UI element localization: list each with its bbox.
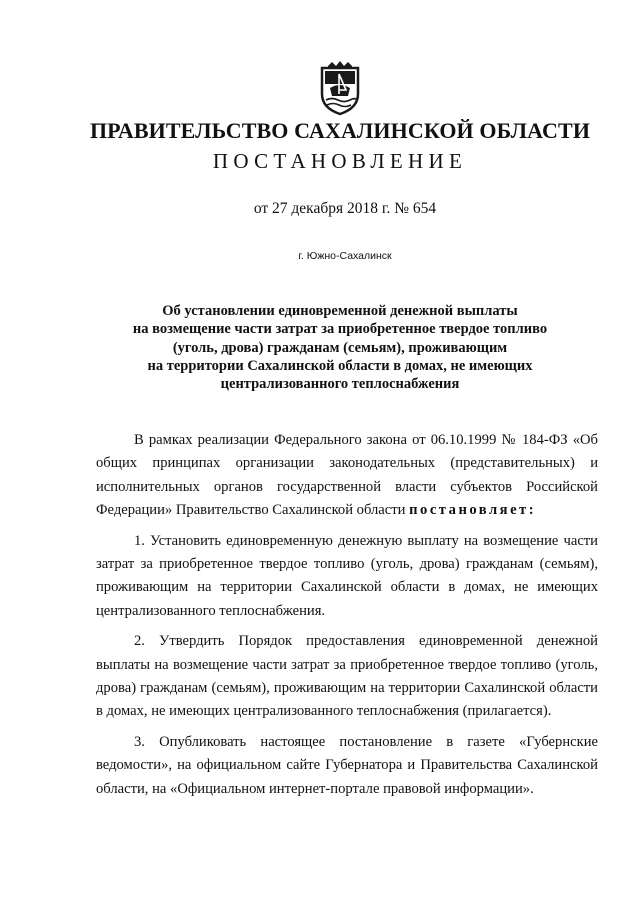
subject-line: Об установлении единовременной денежной выплаты <box>162 303 518 319</box>
document-type: ПОСТАНОВЛЕНИЕ <box>212 149 468 173</box>
preamble-paragraph <box>96 429 598 523</box>
preamble-text: В рамках реализации Федерального закона от 06.10.1999 № 184-ФЗ «Об общих принципах организации законодательных (представительных) и исполнительных органов государственной власти субъектов Российской Федерации» Правительство Сахалинской области <box>96 432 598 519</box>
subject-line: централизованного теплоснабжения <box>220 376 460 393</box>
document-city: г. Южно-Сахалинск <box>298 250 392 262</box>
coat-of-arms-icon <box>318 60 362 116</box>
document-date-number: от 27 декабря 2018 г. № 654 <box>253 200 437 217</box>
item-paragraph-3: 3. Опубликовать настоящее постановление в газете «Губернские ведомости», на официальном сайте Губернатора и Правительства Сахалинской области, на «Официальном интернет-портале правовой информации». <box>96 733 598 797</box>
item-paragraph-1: 1. Установить единовременную денежную выплату на возмещение части затрат за приобретенное твердое топливо (уголь, дрова) гражданам (семьям), проживающим на территории Сахалинской области в домах, не имеющих централизованного теплоснабжения. <box>96 532 598 619</box>
subject-line: (уголь, дрова) гражданам (семьям), проживающим <box>172 339 508 356</box>
item-paragraph-2: 2. Утвердить Порядок предоставления единовременной денежной выплаты на возмещение части затрат за приобретенное твердое топливо (уголь, дрова) гражданам (семьям), проживающим на территории Сахалинской области в домах, не имеющих централизованного теплоснабжения (прилагается). <box>96 633 598 720</box>
decree-word: постановляет: <box>409 502 537 519</box>
subject-line: на территории Сахалинской области в домах, не имеющих <box>147 357 533 374</box>
subject-line: на возмещение части затрат за приобретенное твердое топливо <box>132 321 548 338</box>
document-body <box>96 429 598 808</box>
document-subject <box>90 302 590 393</box>
organization-title: ПРАВИТЕЛЬСТВО САХАЛИНСКОЙ ОБЛАСТИ <box>89 118 591 143</box>
